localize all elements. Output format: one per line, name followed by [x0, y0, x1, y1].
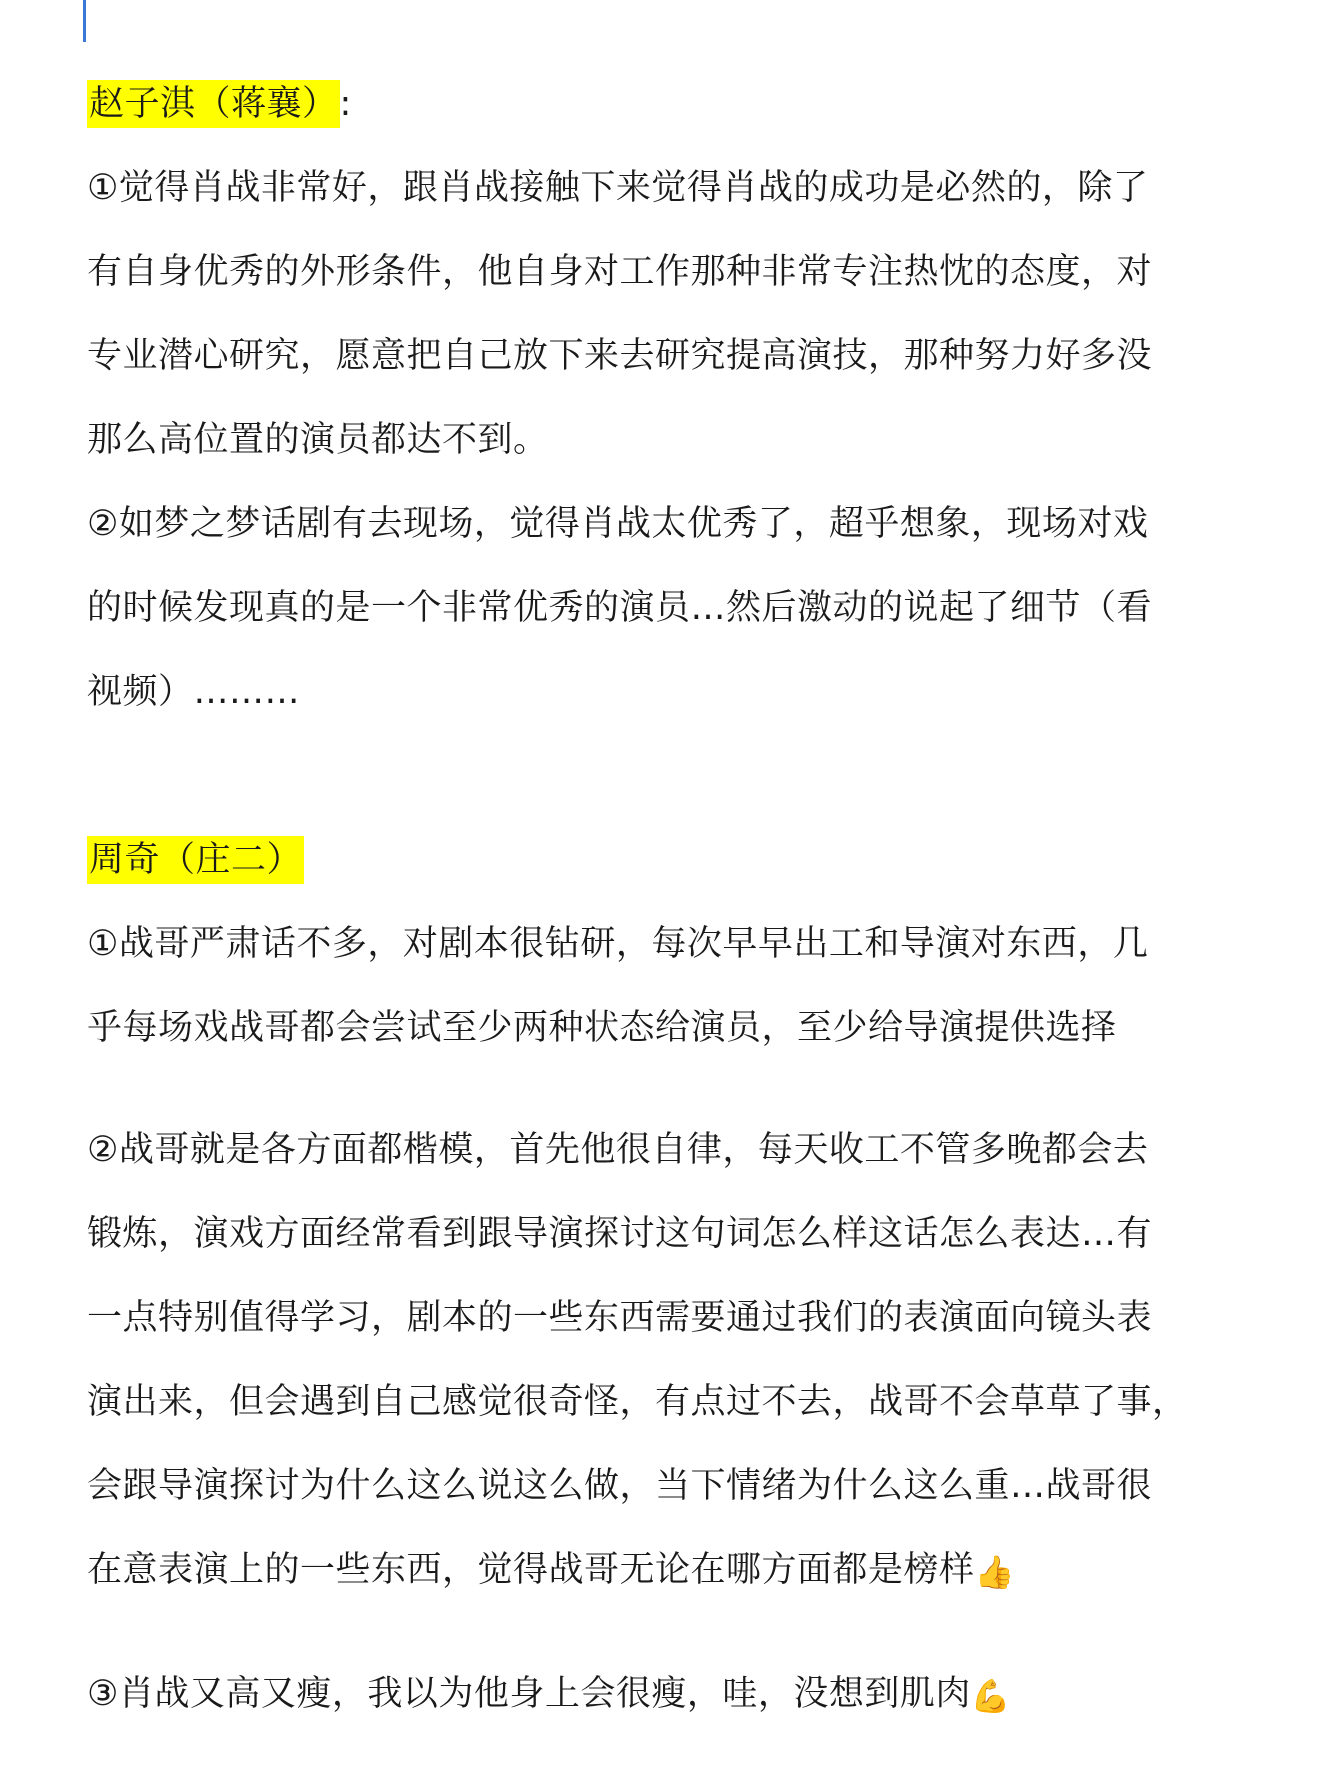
section1-heading-colon: :: [339, 84, 352, 124]
section2-para2-line-1: ②战哥就是各方面都楷模，首先他很自律，每天收工不管多晚都会去: [87, 1130, 1149, 1170]
thumbs-up-icon: 👍: [974, 1553, 1015, 1591]
section1-line-5: ②如梦之梦话剧有去现场，觉得肖战太优秀了，超乎想象，现场对戏: [87, 504, 1149, 544]
section1-heading: 赵子淇（蒋襄）: [87, 80, 340, 128]
section2-para2-line-3: 一点特别值得学习，剧本的一些东西需要通过我们的表演面向镜头表: [87, 1298, 1153, 1338]
text-cursor: [83, 0, 86, 42]
section2-para2-line-2: 锻炼，演戏方面经常看到跟导演探讨这句词怎么样这话怎么表达…有: [87, 1214, 1153, 1254]
section2-para2-line-6: [87, 1528, 1217, 1614]
flexed-biceps-icon: 💪: [970, 1677, 1012, 1715]
section2-para3-line-1: [87, 1652, 1217, 1738]
section2-para2-line-5: 会跟导演探讨为什么这么说这么做，当下情绪为什么这么重…战哥很: [87, 1466, 1153, 1506]
section2-para1-line-2: 乎每场戏战哥都会尝试至少两种状态给演员，至少给导演提供选择: [87, 1008, 1117, 1048]
section2-para3-text: ③肖战又高又瘦，我以为他身上会很瘦，哇，没想到肌肉: [87, 1674, 971, 1714]
section1-line-7: 视频）………: [87, 672, 301, 712]
section-spacer: [87, 734, 1217, 818]
paragraph-spacer-2: [87, 1614, 1217, 1652]
section1-line-3: 专业潜心研究，愿意把自己放下来去研究提高演技，那种努力好多没: [87, 336, 1153, 376]
section1-heading-line: [87, 62, 1217, 146]
section2-heading-line: [87, 818, 1217, 902]
section1-line-2: 有自身优秀的外形条件，他自身对工作那种非常专注热忱的态度，对: [87, 252, 1153, 292]
document-body: [87, 62, 1217, 1738]
section2-para1-line-1: ①战哥严肃话不多，对剧本很钻研，每次早早出工和导演对东西，几: [87, 924, 1149, 964]
section2-para2-line-6-text: 在意表演上的一些东西，觉得战哥无论在哪方面都是榜样: [87, 1550, 975, 1590]
paragraph-spacer: [87, 1070, 1217, 1108]
section1-line-6: 的时候发现真的是一个非常优秀的演员…然后激动的说起了细节（看: [87, 588, 1153, 628]
section2-para2-line-4: 演出来，但会遇到自己感觉很奇怪，有点过不去，战哥不会草草了事，: [87, 1382, 1188, 1422]
section2-heading: 周奇（庄二）: [87, 836, 304, 884]
section1-line-4: 那么高位置的演员都达不到。: [87, 420, 549, 460]
section1-line-1: ①觉得肖战非常好，跟肖战接触下来觉得肖战的成功是必然的，除了: [87, 168, 1149, 208]
